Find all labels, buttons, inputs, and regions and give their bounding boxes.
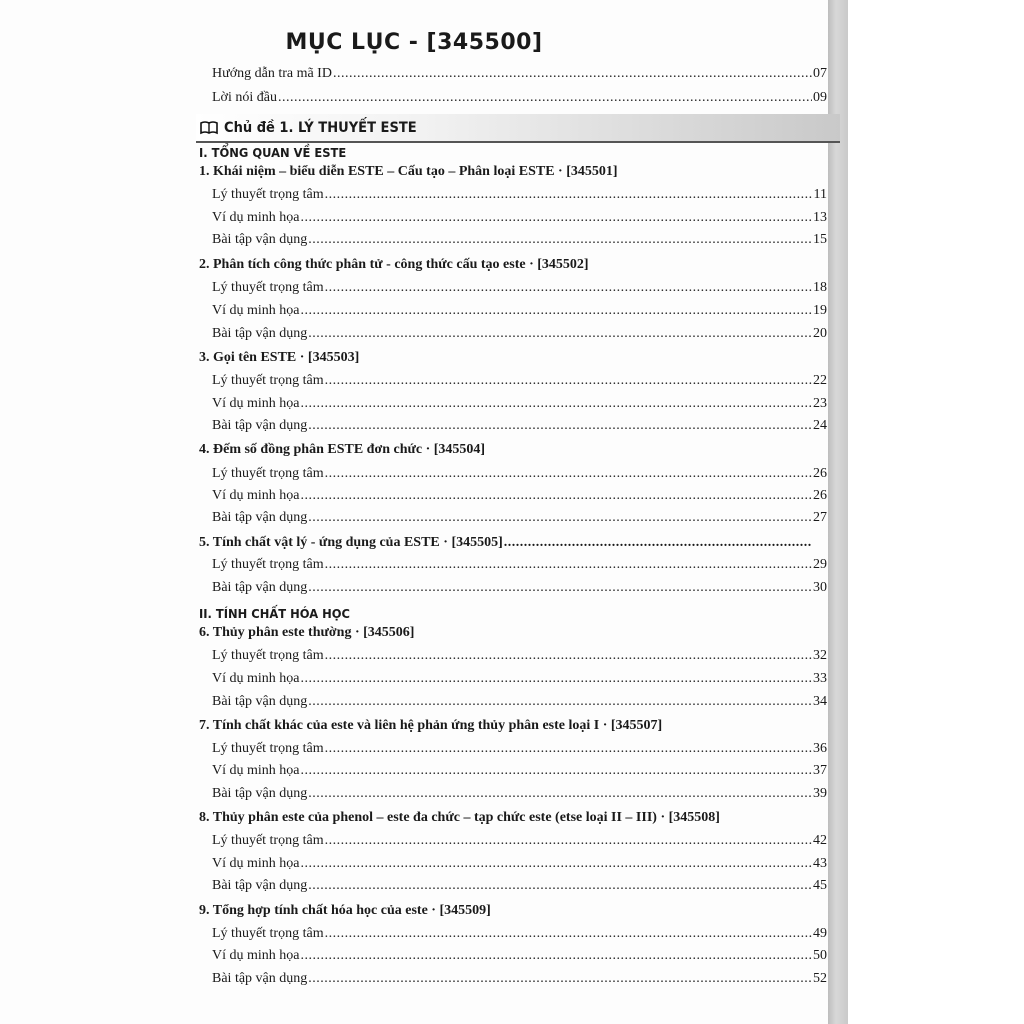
toc-entry[interactable] xyxy=(212,187,827,209)
entry-label: Lời nói đầu xyxy=(212,90,277,105)
entry-label: Ví dụ minh họa xyxy=(212,488,300,503)
entry-label: Lý thuyết trọng tâm xyxy=(212,373,324,388)
entry-label: Bài tập vận dụng xyxy=(212,232,308,247)
topic-banner xyxy=(196,114,840,143)
dot-leader xyxy=(325,466,812,482)
entry-label: Hướng dẫn tra mã ID xyxy=(212,66,332,81)
toc-entry[interactable] xyxy=(212,948,827,970)
chapter-heading[interactable] xyxy=(199,350,827,372)
toc-entry[interactable] xyxy=(212,694,827,716)
entry-label: Bài tập vận dụng xyxy=(212,326,308,341)
toc-entry[interactable] xyxy=(212,66,827,88)
chapter-heading[interactable] xyxy=(199,257,827,279)
toc-entry[interactable] xyxy=(212,510,827,532)
dot-leader xyxy=(325,280,812,296)
chapter-heading[interactable] xyxy=(199,164,827,186)
entry-label: Ví dụ minh họa xyxy=(212,856,300,871)
dot-leader xyxy=(301,671,813,687)
toc-entry[interactable] xyxy=(212,763,827,785)
topic-title: Chủ đề 1. LÝ THUYẾT ESTE xyxy=(224,119,417,136)
chapter-title: 3. Gọi tên ESTE · [345503] xyxy=(199,350,360,365)
entry-page: 52 xyxy=(813,971,827,986)
toc-entry[interactable] xyxy=(212,580,827,602)
entry-page: 22 xyxy=(813,373,827,388)
book-spine-shadow xyxy=(828,0,848,1024)
dot-leader xyxy=(301,948,813,964)
entry-label: Bài tập vận dụng xyxy=(212,580,308,595)
entry-page: 42 xyxy=(813,833,827,848)
toc-entry[interactable] xyxy=(212,557,827,579)
dot-leader xyxy=(301,396,813,412)
chapter-title: 2. Phân tích công thức phân tử - công thức cấu tạo este · [345502] xyxy=(199,257,589,272)
entry-label: Ví dụ minh họa xyxy=(212,396,300,411)
dot-leader xyxy=(308,418,812,434)
chapter-heading[interactable] xyxy=(199,625,827,647)
dot-leader xyxy=(325,557,812,573)
toc-entry[interactable] xyxy=(212,210,827,232)
toc-entry[interactable] xyxy=(212,418,827,440)
chapter-heading[interactable] xyxy=(199,903,827,925)
dot-leader xyxy=(308,326,812,342)
chapter-title: 4. Đếm số đồng phân ESTE đơn chức · [345504] xyxy=(199,442,486,457)
entry-page: 26 xyxy=(813,488,827,503)
entry-page: 30 xyxy=(813,580,827,595)
dot-leader xyxy=(308,694,812,710)
chapter-heading[interactable] xyxy=(199,535,812,557)
toc-entry[interactable] xyxy=(212,833,827,855)
entry-page: 09 xyxy=(813,90,827,105)
entry-page: 07 xyxy=(813,66,827,81)
toc-entry[interactable] xyxy=(212,303,827,325)
toc-entry[interactable] xyxy=(212,786,827,808)
dot-leader xyxy=(325,833,812,849)
entry-label: Ví dụ minh họa xyxy=(212,210,300,225)
dot-leader xyxy=(301,303,813,319)
dot-leader xyxy=(278,90,812,106)
entry-page: 45 xyxy=(813,878,827,893)
toc-entry[interactable] xyxy=(212,280,827,302)
chapter-heading[interactable] xyxy=(199,718,827,740)
entry-label: Ví dụ minh họa xyxy=(212,763,300,778)
toc-entry[interactable] xyxy=(212,90,827,112)
dot-leader xyxy=(333,66,812,82)
entry-label: Ví dụ minh họa xyxy=(212,303,300,318)
toc-entry[interactable] xyxy=(212,232,827,254)
entry-page: 50 xyxy=(813,948,827,963)
entry-label: Lý thuyết trọng tâm xyxy=(212,926,324,941)
toc-entry[interactable] xyxy=(212,671,827,693)
entry-label: Lý thuyết trọng tâm xyxy=(212,187,324,202)
entry-page: 11 xyxy=(813,187,827,202)
entry-label: Lý thuyết trọng tâm xyxy=(212,648,324,663)
toc-entry[interactable] xyxy=(212,648,827,670)
entry-page: 24 xyxy=(813,418,827,433)
dot-leader xyxy=(308,510,812,526)
entry-page: 37 xyxy=(813,763,827,778)
section-heading: II. TÍNH CHẤT HÓA HỌC xyxy=(199,606,350,621)
toc-entry[interactable] xyxy=(212,326,827,348)
entry-page: 15 xyxy=(813,232,827,247)
dot-leader xyxy=(301,488,813,504)
chapter-heading[interactable] xyxy=(199,810,827,832)
entry-page: 19 xyxy=(813,303,827,318)
entry-label: Bài tập vận dụng xyxy=(212,510,308,525)
entry-label: Lý thuyết trọng tâm xyxy=(212,833,324,848)
chapter-title: 1. Khái niệm – biểu diễn ESTE – Cấu tạo – Phân loại ESTE · [345501] xyxy=(199,164,618,179)
entry-label: Lý thuyết trọng tâm xyxy=(212,466,324,481)
dot-leader xyxy=(308,971,812,987)
chapter-title: 5. Tính chất vật lý - ứng dụng của ESTE · [345505] xyxy=(199,535,503,550)
dot-leader xyxy=(308,580,812,596)
dot-leader xyxy=(301,763,813,779)
dot-leader xyxy=(308,878,812,894)
entry-page: 20 xyxy=(813,326,827,341)
chapter-heading[interactable] xyxy=(199,442,827,464)
entry-page: 39 xyxy=(813,786,827,801)
dot-leader xyxy=(325,373,812,389)
entry-page: 34 xyxy=(813,694,827,709)
entry-page: 36 xyxy=(813,741,827,756)
toc-entry[interactable] xyxy=(212,878,827,900)
dot-leader xyxy=(504,535,811,551)
section-heading: I. TỔNG QUAN VỀ ESTE xyxy=(199,145,347,160)
dot-leader xyxy=(301,210,813,226)
entry-page: 18 xyxy=(813,280,827,295)
entry-label: Bài tập vận dụng xyxy=(212,694,308,709)
chapter-title: 7. Tính chất khác của este và liên hệ phản ứng thủy phân este loại I · [345507] xyxy=(199,718,663,733)
entry-label: Ví dụ minh họa xyxy=(212,948,300,963)
page-title: MỤC LỤC - [345500] xyxy=(285,30,543,55)
dot-leader xyxy=(325,187,813,203)
toc-entry[interactable] xyxy=(212,741,827,763)
chapter-title: 6. Thủy phân este thường · [345506] xyxy=(199,625,415,640)
toc-entry[interactable] xyxy=(212,488,827,510)
entry-page: 33 xyxy=(813,671,827,686)
chapter-title: 8. Thủy phân este của phenol – este đa chức – tạp chức este (etse loại II – III) · [345508] xyxy=(199,810,720,825)
toc-entry[interactable] xyxy=(212,373,827,395)
entry-label: Bài tập vận dụng xyxy=(212,786,308,801)
entry-page: 32 xyxy=(813,648,827,663)
toc-entry[interactable] xyxy=(212,396,827,418)
toc-entry[interactable] xyxy=(212,971,827,993)
toc-entry[interactable] xyxy=(212,926,827,948)
dot-leader xyxy=(308,786,812,802)
entry-label: Bài tập vận dụng xyxy=(212,418,308,433)
entry-label: Lý thuyết trọng tâm xyxy=(212,280,324,295)
book-icon xyxy=(200,121,218,135)
entry-label: Lý thuyết trọng tâm xyxy=(212,557,324,572)
entry-label: Bài tập vận dụng xyxy=(212,971,308,986)
entry-page: 23 xyxy=(813,396,827,411)
entry-page: 29 xyxy=(813,557,827,572)
dot-leader xyxy=(325,648,812,664)
entry-label: Ví dụ minh họa xyxy=(212,671,300,686)
entry-label: Bài tập vận dụng xyxy=(212,878,308,893)
entry-page: 43 xyxy=(813,856,827,871)
chapter-title: 9. Tổng hợp tính chất hóa học của este · [345509] xyxy=(199,903,491,918)
entry-page: 49 xyxy=(813,926,827,941)
dot-leader xyxy=(325,926,812,942)
dot-leader xyxy=(325,741,812,757)
dot-leader xyxy=(301,856,813,872)
dot-leader xyxy=(308,232,812,248)
toc-entry[interactable] xyxy=(212,856,827,878)
entry-page: 13 xyxy=(813,210,827,225)
entry-page: 27 xyxy=(813,510,827,525)
entry-page: 26 xyxy=(813,466,827,481)
entry-label: Lý thuyết trọng tâm xyxy=(212,741,324,756)
toc-entry[interactable] xyxy=(212,466,827,488)
